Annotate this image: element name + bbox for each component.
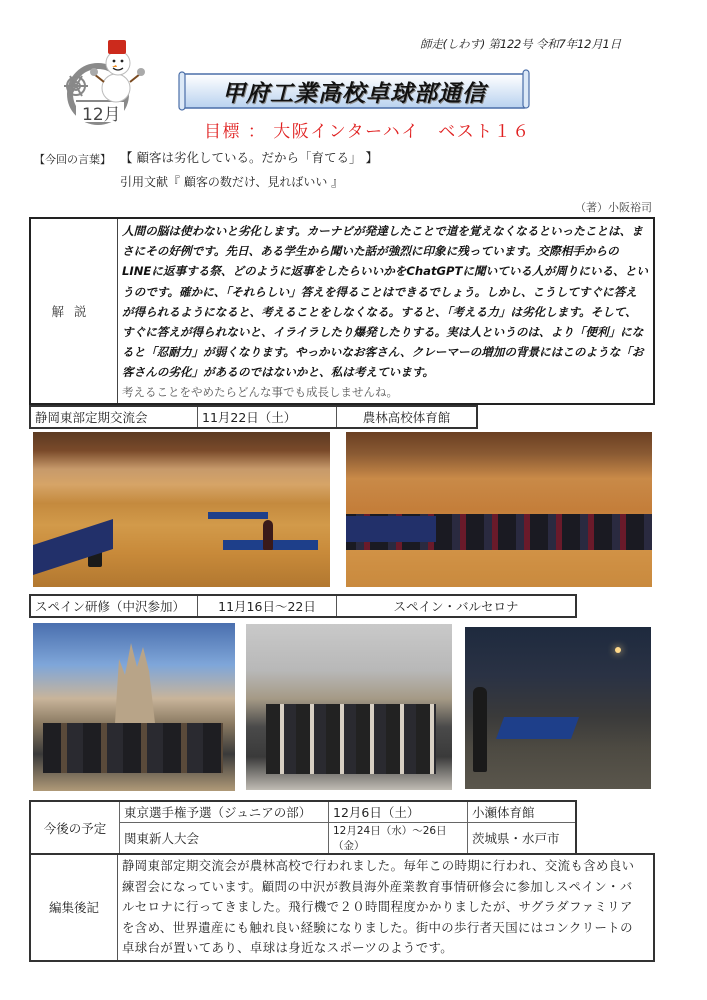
afterword-body: [118, 854, 655, 961]
photo-sagrada-familia-group: [33, 623, 235, 791]
snowman-icon: [46, 34, 158, 126]
explanation-line: LINEに返事する祭、どのように返事をしたらいいかをChatGPTに聞いている人が周りにいる、とい: [122, 264, 648, 279]
explanation-line: 客さんの劣化」があるのではないかと、私は考えています。: [122, 365, 435, 380]
photo-players-lineup: [346, 432, 652, 587]
photo-barcelona-group: [246, 624, 452, 790]
explanation-line: が得られるようになると、考えることをしなくなる。すると、「考える力」は劣化します。そして、: [122, 304, 637, 319]
afterword-heading: 編集後記: [30, 854, 118, 961]
svg-text:12月: 12月: [82, 105, 121, 125]
december-snowman-logo: [46, 34, 158, 126]
words-quote: 【 顧客は劣化している。だから「育てる」 】: [120, 150, 378, 165]
schedule-event: 東京選手権予選（ジュニアの部）: [120, 801, 329, 823]
upcoming-schedule-table: [29, 800, 577, 855]
afterword-table: [29, 853, 655, 962]
event-name: 静岡東部定期交流会: [30, 406, 198, 428]
event-name: スペイン研修（中沢参加）: [30, 595, 198, 617]
event-venue: スペイン・バルセロナ: [337, 595, 577, 617]
words-citation: 引用文献『 顧客の数だけ、見ればいい 』: [120, 175, 344, 189]
event-venue: 農林高校体育館: [337, 406, 478, 428]
explanation-table: [29, 217, 655, 405]
schedule-venue: 小瀬体育館: [468, 801, 577, 823]
explanation-line: ると「忍耐力」が弱くなります。やっかいなお客さん、クレーマーの増加の背景にはこのような「お: [122, 345, 644, 360]
afterword-line: 静岡東部定期交流会が農林高校で行われました。毎年この時期に行われ、交流も含め良い: [122, 858, 635, 873]
explanation-line: うのです。確かに、「それらしい」答えを得ることはできるでしょう。しかし、こうしてすぐに答え: [122, 284, 637, 299]
issue-date-line: 師走(しわす) 第122号 令和7年12月1日: [420, 37, 621, 51]
words-author: （著）小阪裕司: [575, 201, 652, 214]
explanation-line: すぐに答えが得られないと、イライラしたり爆発したりする。実は人というのは、より「便利」にな: [122, 325, 644, 340]
event-spain-row: [29, 594, 577, 618]
team-goal: 目標 ： 大阪インターハイ ベスト１６: [204, 122, 531, 142]
afterword-line: を含め、世界遺産にも触れ良い経験になりました。街中の歩行者天国にはコンクリートの: [122, 919, 633, 935]
photo-street-concrete-table: [465, 627, 651, 789]
event-shizuoka-row: [29, 405, 478, 429]
afterword-line: 練習会になっています。顧問の中沢が教員海外産業教育事情研修会に参加しスペイン・バ: [122, 878, 633, 894]
schedule-event: 関東新人大会: [120, 823, 329, 855]
words-label: 【今回の言葉】: [34, 153, 111, 166]
explanation-line: さにその好例です。先日、ある学生から聞いた話が強烈に印象に残っています。交際相手からの: [122, 244, 619, 259]
photo-gym-practice: [33, 432, 330, 587]
explanation-closing: 考えることをやめたらどんな事でも成長しませんね。: [122, 384, 398, 399]
schedule-venue: 茨城県・水戸市: [468, 823, 577, 855]
afterword-line: 卓球台が置いてあり、卓球は身近なスポーツのようです。: [122, 940, 454, 955]
schedule-date: 12月6日（土）: [329, 801, 468, 823]
schedule-heading: 今後の予定: [30, 801, 120, 854]
explanation-line: 人間の脳は使わないと劣化します。カーナビが発達したことで道を覚えなくなるといったことは、ま: [122, 224, 643, 238]
event-date: 11月22日（土）: [198, 406, 337, 428]
afterword-line: ルセロナに行ってきました。飛行機で２０時間程度かかりましたが、サグラダファミリア: [122, 899, 633, 914]
schedule-date: 12月24日（水）～26日（金）: [329, 823, 468, 855]
event-date: 11月16日～22日: [198, 595, 337, 617]
explanation-heading: 解説: [30, 218, 118, 404]
explanation-body: [118, 218, 655, 404]
newsletter-title: 甲府工業高校卓球部通信: [222, 80, 486, 107]
